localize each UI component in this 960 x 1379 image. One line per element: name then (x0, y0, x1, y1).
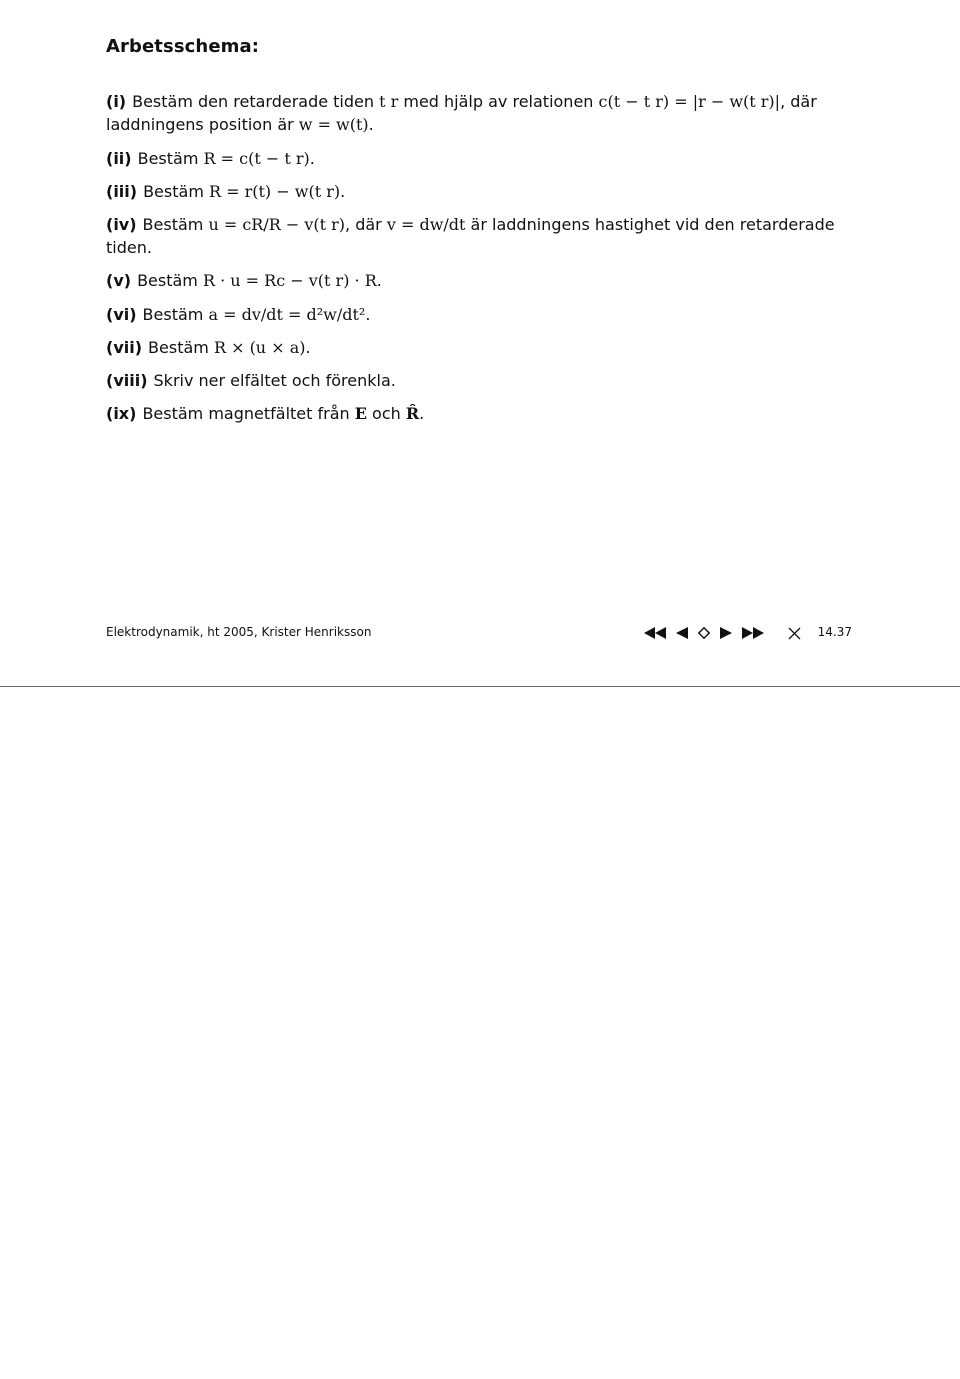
step-number: (ii) (106, 149, 132, 168)
first-page-icon[interactable] (644, 624, 666, 642)
step-text: Bestäm den retarderade tiden (132, 92, 380, 111)
step-text: Bestäm (142, 305, 209, 324)
step-text: är laddningens hastighet vid den retarderade tiden. (106, 215, 835, 257)
step-viii (106, 369, 854, 392)
step-text: Bestäm (137, 149, 204, 168)
step-text: . (340, 182, 346, 201)
step-text: Bestäm (142, 215, 209, 234)
step-vii (106, 336, 854, 359)
page-number: 14.37 (817, 625, 852, 639)
math-expression: a = dv/dt = d²w/dt² (208, 305, 366, 324)
step-v (106, 269, 854, 292)
step-iii (106, 180, 854, 203)
next-page-icon[interactable] (720, 624, 732, 642)
prev-page-icon[interactable] (676, 624, 688, 642)
close-icon[interactable] (788, 624, 801, 642)
navigation-controls (644, 623, 801, 643)
step-number: (ix) (106, 404, 137, 423)
slide-page (0, 0, 960, 688)
step-text: Bestäm (137, 271, 203, 290)
step-iv (106, 213, 854, 259)
math-expression: u = cR/R − v(t r) (208, 215, 346, 234)
last-page-icon[interactable] (742, 624, 764, 642)
page-title: Arbetsschema: (106, 36, 260, 57)
step-number: (v) (106, 271, 132, 290)
step-text: . (365, 305, 371, 324)
math-expression: R = r(t) − w(t r) (208, 182, 341, 201)
math-expression: E (354, 404, 367, 423)
slide-footer (106, 623, 854, 643)
step-text: . (309, 149, 315, 168)
step-text: , där laddningens position är (106, 92, 817, 134)
math-expression: w = w(t) (298, 115, 369, 134)
step-number: (vi) (106, 305, 137, 324)
step-number: (viii) (106, 371, 148, 390)
step-text: och (366, 404, 406, 423)
math-expression: t r (379, 92, 399, 111)
page-divider (0, 686, 960, 687)
step-ii (106, 147, 854, 170)
step-vi (106, 303, 854, 326)
step-text: Bestäm magnetfältet från (142, 404, 355, 423)
step-text: Bestäm (148, 338, 214, 357)
step-text: Bestäm (143, 182, 209, 201)
blank-page (0, 688, 960, 1379)
step-number: (iv) (106, 215, 137, 234)
step-text: . (368, 115, 374, 134)
step-text: . (376, 271, 382, 290)
step-ix (106, 402, 854, 425)
math-expression: c(t − t r) = |r − w(t r)| (598, 92, 781, 111)
math-expression: R × (u × a) (213, 338, 306, 357)
step-text: med hjälp av relationen (398, 92, 599, 111)
step-text: . (419, 404, 425, 423)
math-expression: R = c(t − t r) (203, 149, 310, 168)
step-text: . (305, 338, 311, 357)
math-expression: R̂ (405, 404, 420, 423)
math-expression: v = dw/dt (386, 215, 466, 234)
step-number: (vii) (106, 338, 143, 357)
step-i (106, 90, 854, 136)
math-expression: R · u = Rc − v(t r) · R (202, 271, 377, 290)
step-number: (iii) (106, 182, 138, 201)
step-text: , där (345, 215, 387, 234)
step-number: (i) (106, 92, 127, 111)
back-icon[interactable] (698, 624, 710, 642)
footer-credit: Elektrodynamik, ht 2005, Krister Henriksson (106, 625, 372, 639)
step-text: Skriv ner elfältet och förenkla. (153, 371, 396, 390)
